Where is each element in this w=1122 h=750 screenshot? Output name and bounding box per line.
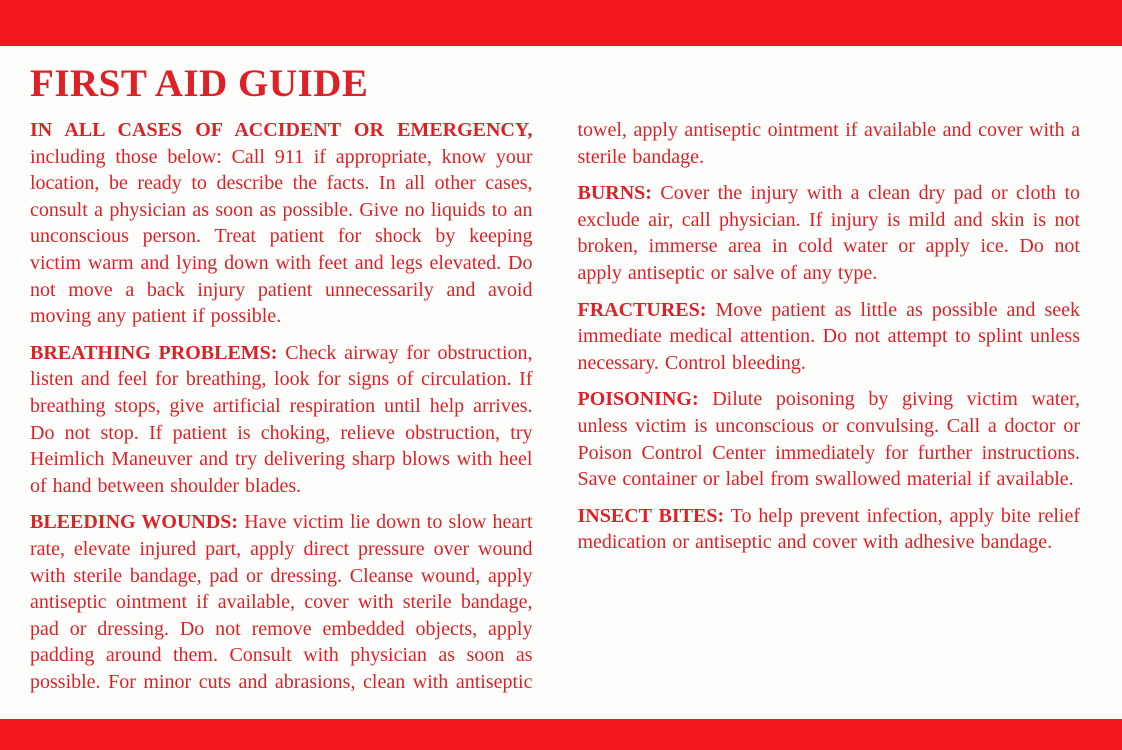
section-heading: FRACTURES: — [577, 298, 707, 321]
content-columns — [30, 117, 1080, 718]
section-body: To help prevent infection, apply bite relief medication or antiseptic and cover with adhesive bandage. — [577, 504, 1081, 554]
section-fractures — [578, 297, 1081, 377]
section-insect-bites — [578, 503, 1081, 556]
section-accident-emergency — [30, 117, 533, 330]
top-red-bar — [0, 0, 1122, 46]
section-body: Cover the injury with a clean dry pad or cloth to exclude air, call physician. If injury is mild and skin is not broken, immerse area in cold water or apply ice. Do not apply antiseptic or salve of any type. — [577, 182, 1081, 284]
section-poisoning — [578, 386, 1081, 492]
section-burns — [578, 180, 1081, 286]
section-body: including those below: Call 911 if appropriate, know your location, be ready to describe the facts. In all other cases, consult a physician as soon as possible. Give no liquids to an unconscious person. Treat patient for shock by keeping victim warm and lying down with feet and legs elevated. Do not move a back injury patient unnecessarily and avoid moving any patient if possible. — [30, 145, 533, 328]
section-heading: BREATHING PROBLEMS: — [30, 341, 278, 364]
section-body: Dilute poisoning by giving victim water, unless victim is unconscious or convulsing. Call a doctor or Poison Control Center immediately for further instructions. Save container or label from swallowed material if available. — [577, 388, 1080, 491]
section-heading: POISONING: — [577, 388, 699, 411]
section-breathing-problems — [30, 340, 533, 500]
section-heading: BLEEDING WOUNDS: — [30, 511, 239, 534]
section-body: Check airway for obstruction, listen and feel for breathing, look for signs of circulation. If breathing stops, give artificial respiration until help arrives. Do not stop. If patient is choking, relieve obstruction, try Heimlich Maneuver and try delivering sharp blows with heel of hand between shoulder blades. — [30, 341, 533, 497]
bottom-red-bar — [0, 719, 1122, 750]
guide-card — [0, 46, 1122, 718]
section-heading: BURNS: — [577, 182, 652, 205]
section-body: Move patient as little as possible and seek immediate medical attention. Do not attempt to splint unless necessary. Control bleeding. — [577, 298, 1080, 374]
page-title: FIRST AID GUIDE — [30, 62, 369, 105]
section-heading: INSECT BITES: — [577, 504, 725, 527]
section-heading: IN ALL CASES OF ACCIDENT OR EMERGENCY, — [30, 119, 533, 141]
section-body: Have victim lie down to slow heart rate, elevate injured part, apply direct pressure over wound with sterile bandage, pad or dressing. Cleanse wound, apply antiseptic ointment if available, cover with sterile bandage, pad or dressing. Do not remove embedded objects, apply padding around them. Consult with physician as soon as possible. For minor cuts and abrasions, clean with antiseptic towel, apply antiseptic ointment if available and cover with a sterile bandage. — [30, 119, 1080, 693]
